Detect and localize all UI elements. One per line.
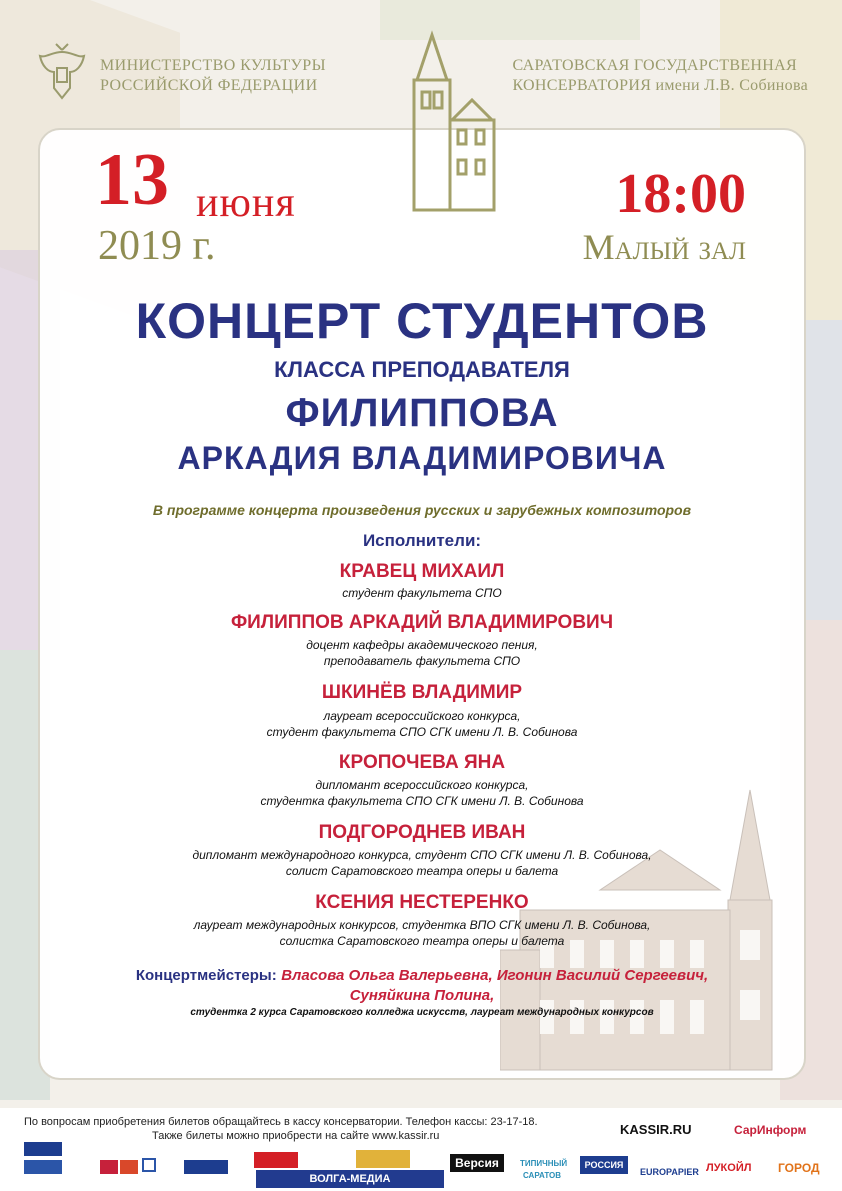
conservatory-tower-icon — [402, 30, 502, 215]
performer-desc: дипломант всероссийского конкурса, — [315, 778, 529, 792]
event-day: 13 — [95, 139, 169, 221]
event-year: 2019 г. — [98, 223, 216, 269]
radio-logo-icon — [24, 1142, 62, 1156]
concert-subtitle: КЛАССА ПРЕПОДАВАТЕЛЯ — [274, 357, 570, 382]
performer-name: КСЕНИЯ НЕСТЕРЕНКО — [315, 892, 529, 913]
typical-saratov-logo: ТИПИЧНЫЙ САРАТОВ — [520, 1159, 568, 1180]
performer-desc: лауреат международных конкурсов, студентка ВПО СГК имени Л. В. Собинова, — [193, 918, 651, 932]
performer-name: КРАВЕЦ МИХАИЛ — [339, 561, 505, 582]
performer-desc: студент факультета СПО — [342, 586, 502, 600]
versia-logo: Версия — [450, 1154, 504, 1172]
sarinform-logo: СарИнформ — [734, 1123, 807, 1137]
performer-desc: солистка Саратовского театра оперы и балета — [279, 934, 565, 948]
volga-media-logo: ВОЛГА-МЕДИА — [256, 1170, 444, 1188]
event-hall: Малый зал — [582, 227, 746, 267]
event-month: июня — [196, 180, 296, 226]
ticket-site-info: Также билеты можно приобрести на сайте www.kassir.ru — [152, 1130, 440, 1142]
prav-logo-icon — [184, 1160, 228, 1174]
europapier-logo: EUROPAPIER — [640, 1167, 699, 1177]
accompanists-names-2: Суняйкина Полина, — [349, 987, 495, 1004]
performer-desc: солист Саратовского театра оперы и балета — [285, 864, 559, 878]
program-description: В программе концерта произведения русских и зарубежных композиторов — [152, 502, 692, 518]
performer-desc: студент факультета СПО СГК имени Л. В. Собинова — [266, 725, 578, 739]
conservatory-label — [512, 56, 808, 96]
af-logo-icon — [120, 1160, 138, 1174]
accompanists-label: Концертмейстеры: — [135, 967, 277, 984]
accompanists-names: Власова Ольга Валерьевна, Игонин Василий Сергеевич, — [281, 967, 709, 984]
kp-regional-logo-icon — [356, 1150, 410, 1168]
footer — [0, 1108, 842, 1191]
conservatory-line-1: САРАТОВСКАЯ ГОСУДАРСТВЕННАЯ — [512, 57, 797, 74]
ticket-info: По вопросам приобретения билетов обращайтесь в кассу консерватории. Телефон кассы: 23-17-18. — [24, 1116, 538, 1128]
accompanists-desc: студентка 2 курса Саратовского колледжа искусств, лауреат международных конкурсов — [190, 1007, 654, 1018]
coat-of-arms-icon — [34, 42, 90, 102]
performers-heading: Исполнители: — [362, 531, 482, 550]
kassir-logo: KASSIR.RU — [620, 1122, 692, 1137]
concert-title: КОНЦЕРТ СТУДЕНТОВ — [135, 293, 709, 349]
teacher-name: АРКАДИЯ ВЛАДИМИРОВИЧА — [177, 440, 667, 476]
performer-desc: студентка факультета СПО СГК имени Л. В. Собинова — [260, 794, 584, 808]
ministry-line-1: МИНИСТЕРСТВО КУЛЬТУРЫ — [100, 57, 326, 74]
conservatory-line-2: КОНСЕРВАТОРИЯ имени Л.В. Собинова — [512, 77, 808, 94]
accompanists-line — [38, 967, 806, 985]
performer-desc: преподаватель факультета СПО — [323, 654, 521, 668]
ministry-label — [100, 56, 326, 96]
event-time: 18:00 — [615, 163, 746, 225]
lukoil-logo: ЛУКОЙЛ — [706, 1162, 752, 1174]
performer-name: КРОПОЧЕВА ЯНА — [338, 752, 506, 773]
russia-logo: РОССИЯ — [580, 1156, 628, 1174]
ministry-line-2: РОССИЙСКОЙ ФЕДЕРАЦИИ — [100, 77, 318, 94]
performer-name: ФИЛИППОВ АРКАДИЙ ВЛАДИМИРОВИЧ — [230, 612, 614, 633]
performer-name: ШКИНЁВ ВЛАДИМИР — [321, 682, 523, 703]
performer-desc: лауреат всероссийского конкурса, — [323, 709, 521, 723]
square-logo-icon — [142, 1158, 156, 1172]
performer-desc: дипломант международного конкурса, студент СПО СГК имени Л. В. Собинова, — [192, 848, 652, 862]
performer-desc: доцент кафедры академического пения, — [306, 638, 538, 652]
argumenty-logo-icon — [254, 1152, 298, 1168]
kp-logo-icon — [24, 1160, 62, 1174]
performer-name: ПОДГОРОДНЕВ ИВАН — [318, 822, 526, 843]
radio-73-logo-icon — [100, 1160, 118, 1174]
gorod-logo: ГОРОД — [778, 1161, 820, 1175]
teacher-surname: ФИЛИППОВА — [285, 391, 559, 435]
